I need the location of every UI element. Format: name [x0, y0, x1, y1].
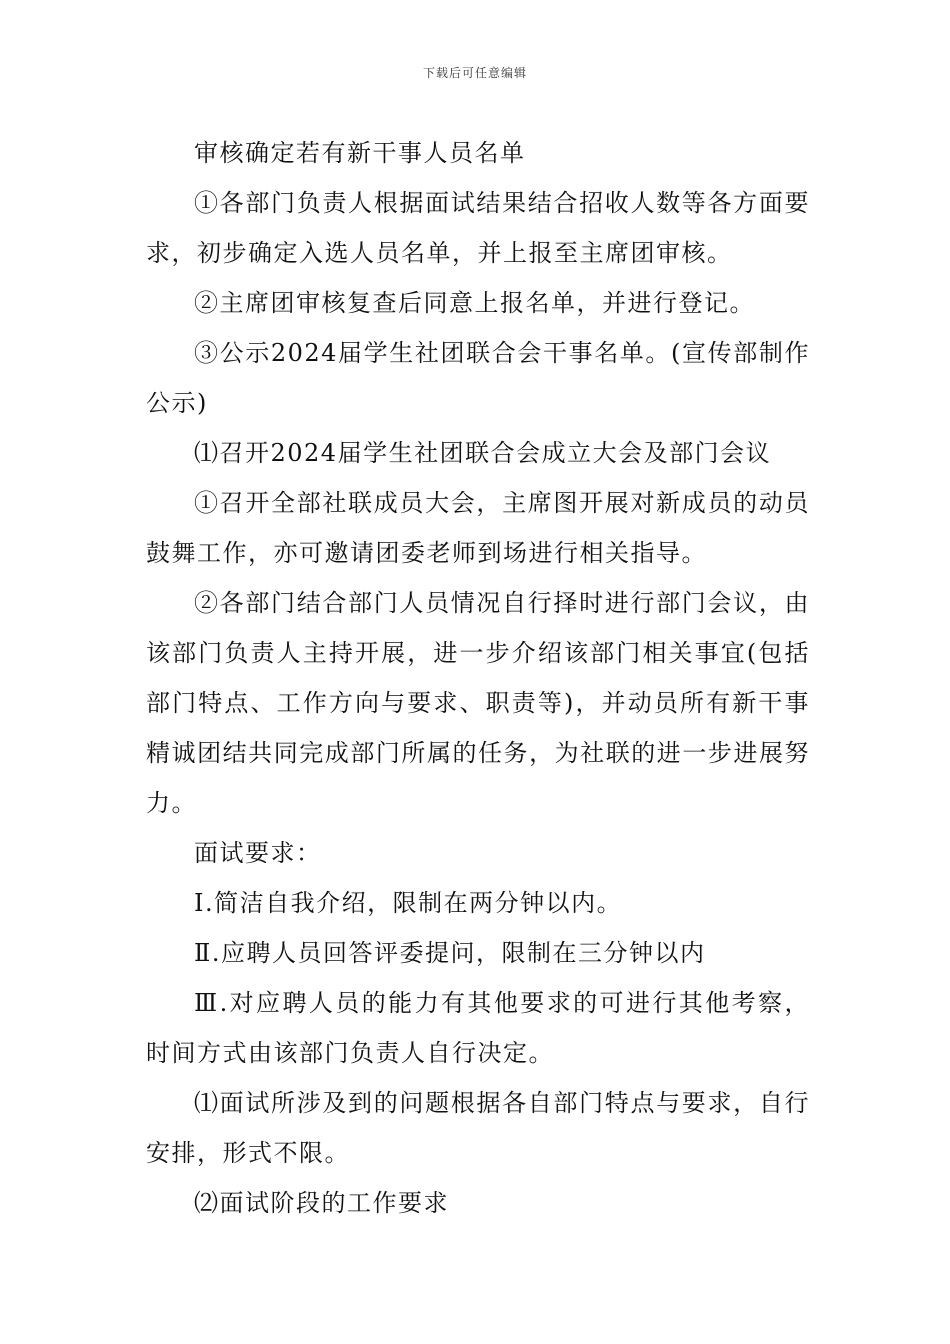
paragraph-step-2: ②主席团审核复查后同意上报名单，并进行登记。: [194, 289, 755, 317]
page-header: 下载后可任意编辑: [422, 66, 527, 80]
paragraph-step-3: ③公示2024届学生社团联合会干事名单。(宣传部制作公示): [146, 339, 810, 417]
paragraph-review-list: 审核确定若有新干事人员名单: [194, 139, 526, 167]
paragraph-founding-meeting: ⑴召开2024届学生社团联合会成立大会及部门会议: [194, 439, 772, 467]
paragraph-interview-questions: ⑴面试所涉及到的问题根据各自部门特点与要求，自行安排，形式不限。: [146, 1089, 810, 1167]
paragraph-general-assembly: ①召开全部社联成员大会，主席图开展对新成员的动员鼓舞工作，亦可邀请团委老师到场进行相关指导。: [146, 489, 810, 567]
paragraph-requirement-2: Ⅱ.应聘人员回答评委提问，限制在三分钟以内: [194, 939, 706, 967]
paragraph-interview-requirements: 面试要求：: [194, 839, 322, 867]
paragraph-interview-work: ⑵面试阶段的工作要求: [194, 1189, 449, 1217]
paragraph-requirement-1: Ⅰ.简洁自我介绍，限制在两分钟以内。: [194, 889, 623, 917]
paragraph-step-1: ①各部门负责人根据面试结果结合招收人数等各方面要求，初步确定入选人员名单，并上报至主席团审核。: [146, 189, 810, 267]
document-body: [146, 128, 810, 1228]
paragraph-department-meeting: ②各部门结合部门人员情况自行择时进行部门会议，由该部门负责人主持开展，进一步介绍该部门相关事宜(包括部门特点、工作方向与要求、职责等)，并动员所有新干事精诚团结共同完成部门所属的任务，为社联的进一步进展努力。: [146, 589, 810, 817]
paragraph-requirement-3: Ⅲ.对应聘人员的能力有其他要求的可进行其他考察，时间方式由该部门负责人自行决定。: [146, 989, 810, 1067]
